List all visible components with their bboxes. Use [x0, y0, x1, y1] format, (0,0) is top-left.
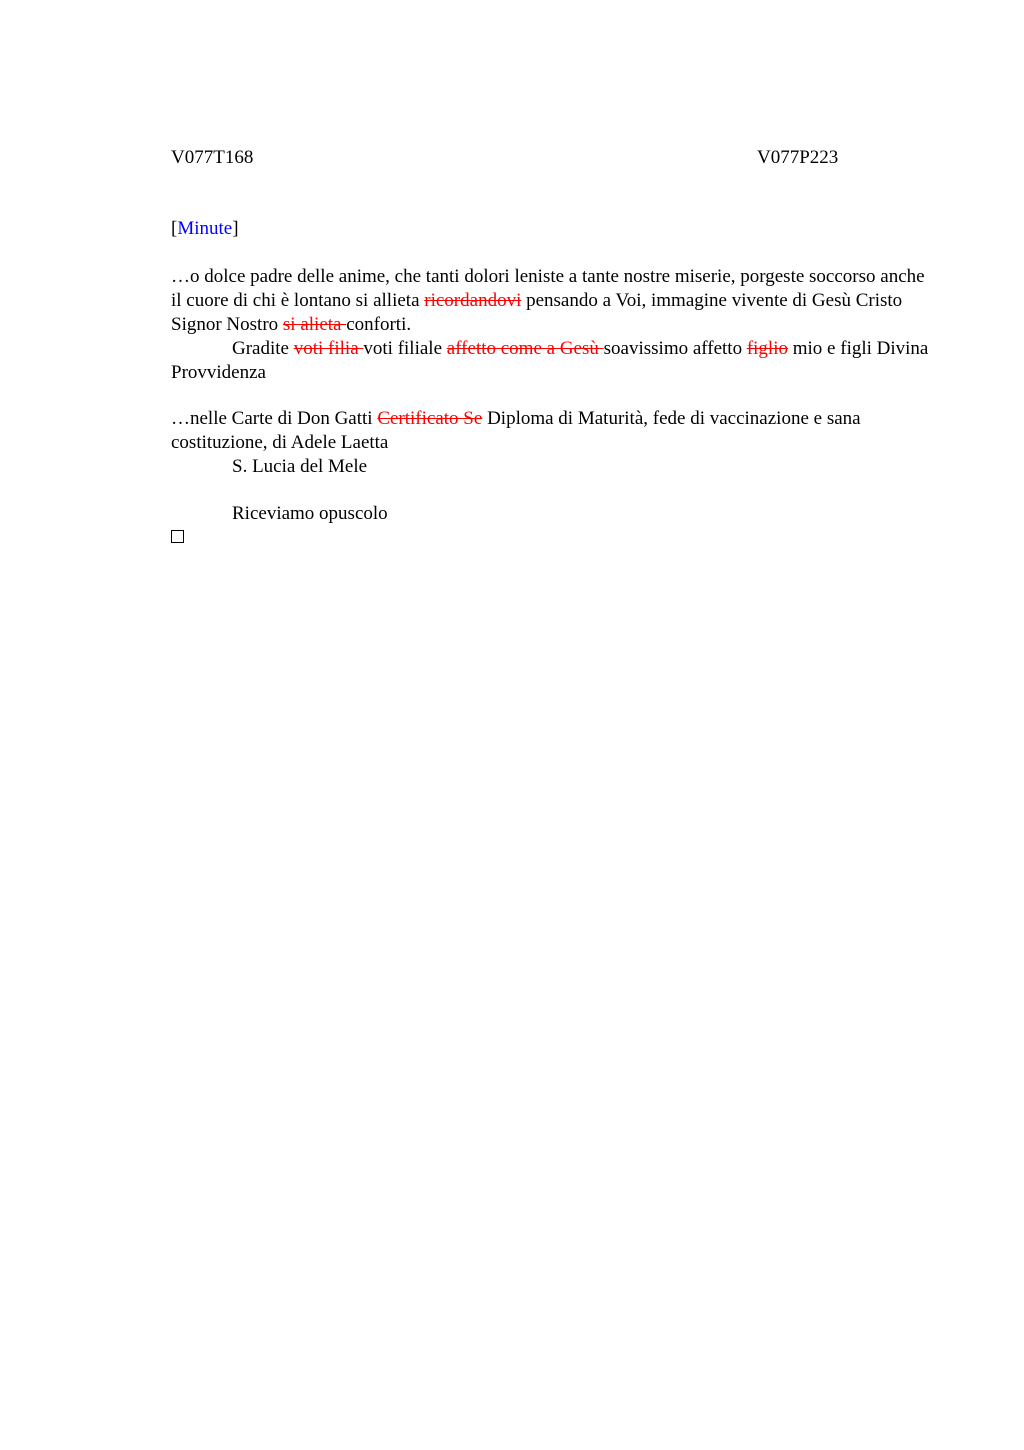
volume-text-code: V077T168 — [171, 147, 254, 168]
deleted-text: voti filia — [293, 338, 364, 359]
paragraph-1-text-1: …o dolce padre delle anime, che tanti dolori leniste a tante nostre miserie, porgeste soccorso anche il cuore di chi è lontano si allieta — [171, 266, 925, 311]
deleted-text: affetto come a Gesù — [446, 338, 604, 359]
letter-note — [171, 502, 931, 526]
letter-body-2 — [171, 407, 931, 479]
paragraph-2-text-2: voti filiale — [363, 338, 447, 359]
deleted-text: Certificato Se — [377, 408, 483, 429]
paragraph-2 — [171, 337, 931, 385]
paragraph-3-text-2: Diploma di Maturità, fede di vaccinazione e sana costituzione, di Adele Laetta — [171, 408, 861, 453]
paragraph-2-text-1: Gradite — [232, 338, 294, 359]
deleted-text: ricordandovi — [424, 290, 522, 311]
close-bracket: ] — [232, 218, 239, 239]
paragraph-1-text-3: conforti. — [346, 314, 412, 335]
paragraph-2-text-4: mio e figli Divina Provvidenza — [171, 338, 929, 383]
section-link-minute[interactable]: Minute — [177, 218, 233, 239]
letter-body-1 — [171, 265, 931, 385]
place-line: S. Lucia del Mele — [232, 456, 368, 477]
note-line: Riceviamo opuscolo — [232, 503, 388, 524]
open-bracket: [ — [171, 218, 178, 239]
checkbox-square-icon — [171, 530, 184, 543]
deleted-text: si alieta — [282, 314, 347, 335]
paragraph-3-text-1: …nelle Carte di Don Gatti — [171, 408, 378, 429]
deleted-text: figlio — [746, 338, 788, 359]
document-header — [171, 146, 931, 170]
section-heading — [171, 217, 931, 241]
paragraph-2-text-3: soavissimo affetto — [603, 338, 747, 359]
paragraph-3 — [171, 407, 931, 455]
paragraph-1 — [171, 265, 931, 337]
paragraph-1-text-2: pensando a Voi, immagine vivente di Gesù Cristo Signor Nostro — [171, 290, 903, 335]
volume-page-code: V077P223 — [757, 147, 839, 168]
